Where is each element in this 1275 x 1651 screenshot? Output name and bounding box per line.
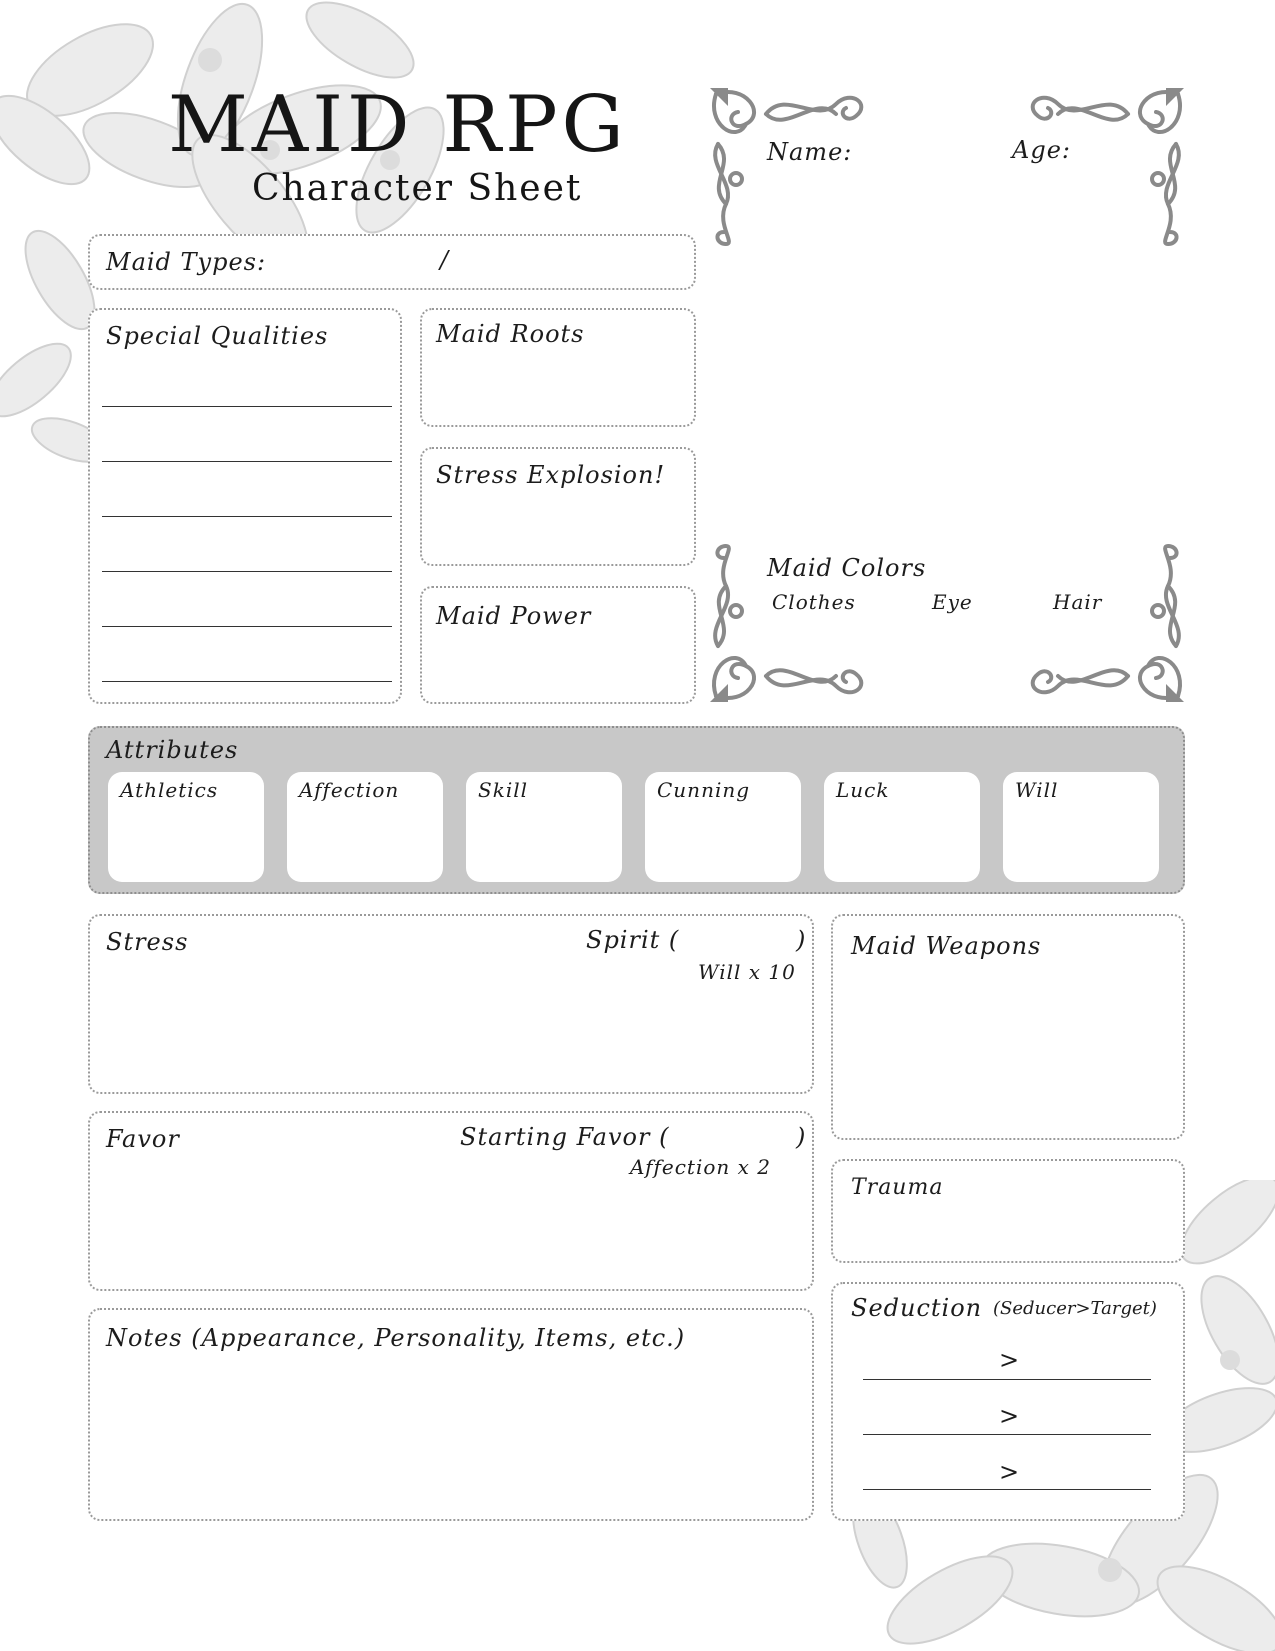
maid-power-box[interactable] bbox=[420, 586, 696, 704]
special-qualities-label: Special Qualities bbox=[106, 322, 329, 350]
starting-favor-label: Starting Favor ( bbox=[460, 1123, 670, 1151]
maid-colors-label: Maid Colors bbox=[767, 554, 927, 582]
maid-weapons-box[interactable] bbox=[831, 914, 1185, 1140]
maid-weapons-label: Maid Weapons bbox=[851, 932, 1042, 960]
special-qualities-line[interactable] bbox=[102, 571, 392, 572]
attribute-affection[interactable] bbox=[287, 772, 443, 882]
stress-box[interactable] bbox=[88, 914, 814, 1094]
attribute-luck[interactable] bbox=[824, 772, 980, 882]
spirit-label: Spirit ( bbox=[586, 926, 680, 954]
attribute-will-label: Will bbox=[1015, 778, 1059, 802]
starting-favor-formula: Affection x 2 bbox=[630, 1155, 772, 1179]
maid-types-label: Maid Types: bbox=[106, 248, 267, 276]
trauma-box[interactable] bbox=[831, 1159, 1185, 1263]
maid-colors-clothes-label: Clothes bbox=[772, 590, 856, 614]
seduction-line[interactable] bbox=[863, 1489, 1151, 1490]
seduction-hint: (Seducer>Target) bbox=[993, 1298, 1157, 1319]
notes-box[interactable] bbox=[88, 1308, 814, 1521]
spirit-close-paren: ) bbox=[796, 926, 807, 954]
attribute-athletics[interactable] bbox=[108, 772, 264, 882]
starting-favor-field[interactable] bbox=[690, 1123, 790, 1153]
age-field[interactable] bbox=[1075, 136, 1155, 168]
seduction-line[interactable] bbox=[863, 1379, 1151, 1380]
age-label: Age: bbox=[1012, 136, 1071, 164]
stress-label: Stress bbox=[106, 928, 189, 956]
special-qualities-box[interactable] bbox=[88, 308, 402, 704]
seduction-arrow: > bbox=[999, 1402, 1021, 1430]
starting-favor-close-paren: ) bbox=[796, 1123, 807, 1151]
maid-types-box[interactable] bbox=[88, 234, 696, 290]
special-qualities-line[interactable] bbox=[102, 461, 392, 462]
attribute-athletics-label: Athletics bbox=[120, 778, 219, 802]
attribute-skill[interactable] bbox=[466, 772, 622, 882]
attribute-skill-label: Skill bbox=[478, 778, 529, 802]
maid-colors-eye-label: Eye bbox=[932, 590, 973, 614]
seduction-label: Seduction bbox=[851, 1294, 983, 1322]
special-qualities-line[interactable] bbox=[102, 626, 392, 627]
maid-colors-eye-field[interactable] bbox=[932, 622, 1032, 652]
stress-explosion-box[interactable] bbox=[420, 447, 696, 566]
trauma-label: Trauma bbox=[851, 1175, 944, 1200]
ornament-top-left-icon bbox=[706, 84, 876, 254]
maid-colors-hair-label: Hair bbox=[1053, 590, 1103, 614]
maid-power-label: Maid Power bbox=[436, 602, 592, 630]
attribute-cunning[interactable] bbox=[645, 772, 801, 882]
notes-label: Notes (Appearance, Personality, Items, etc.) bbox=[106, 1324, 686, 1352]
maid-roots-label: Maid Roots bbox=[436, 320, 585, 348]
name-field[interactable] bbox=[850, 136, 1000, 168]
favor-box[interactable] bbox=[88, 1111, 814, 1291]
maid-roots-box[interactable] bbox=[420, 308, 696, 427]
maid-types-separator: / bbox=[440, 246, 450, 274]
attribute-luck-label: Luck bbox=[836, 778, 890, 802]
seduction-box[interactable] bbox=[831, 1282, 1185, 1521]
attributes-label: Attributes bbox=[106, 736, 239, 764]
character-portrait-area[interactable] bbox=[730, 260, 1170, 530]
maid-colors-clothes-field[interactable] bbox=[772, 622, 902, 652]
attribute-cunning-label: Cunning bbox=[657, 778, 751, 802]
favor-label: Favor bbox=[106, 1125, 180, 1153]
special-qualities-line[interactable] bbox=[102, 681, 392, 682]
ornament-top-right-icon bbox=[1018, 84, 1188, 254]
special-qualities-line[interactable] bbox=[102, 516, 392, 517]
attribute-affection-label: Affection bbox=[299, 778, 400, 802]
sheet-subtitle: Character Sheet bbox=[252, 168, 583, 209]
seduction-arrow: > bbox=[999, 1346, 1021, 1374]
name-label: Name: bbox=[767, 138, 853, 166]
seduction-line[interactable] bbox=[863, 1434, 1151, 1435]
spirit-formula: Will x 10 bbox=[698, 960, 796, 984]
spirit-field[interactable] bbox=[690, 926, 790, 956]
maid-colors-hair-field[interactable] bbox=[1053, 622, 1153, 652]
attribute-will[interactable] bbox=[1003, 772, 1159, 882]
ornament-bottom-right-icon bbox=[1018, 536, 1188, 706]
sheet-title: MAID RPG bbox=[168, 80, 628, 170]
attributes-panel bbox=[88, 726, 1185, 894]
seduction-arrow: > bbox=[999, 1458, 1021, 1486]
special-qualities-line[interactable] bbox=[102, 406, 392, 407]
stress-explosion-label: Stress Explosion! bbox=[436, 461, 666, 489]
